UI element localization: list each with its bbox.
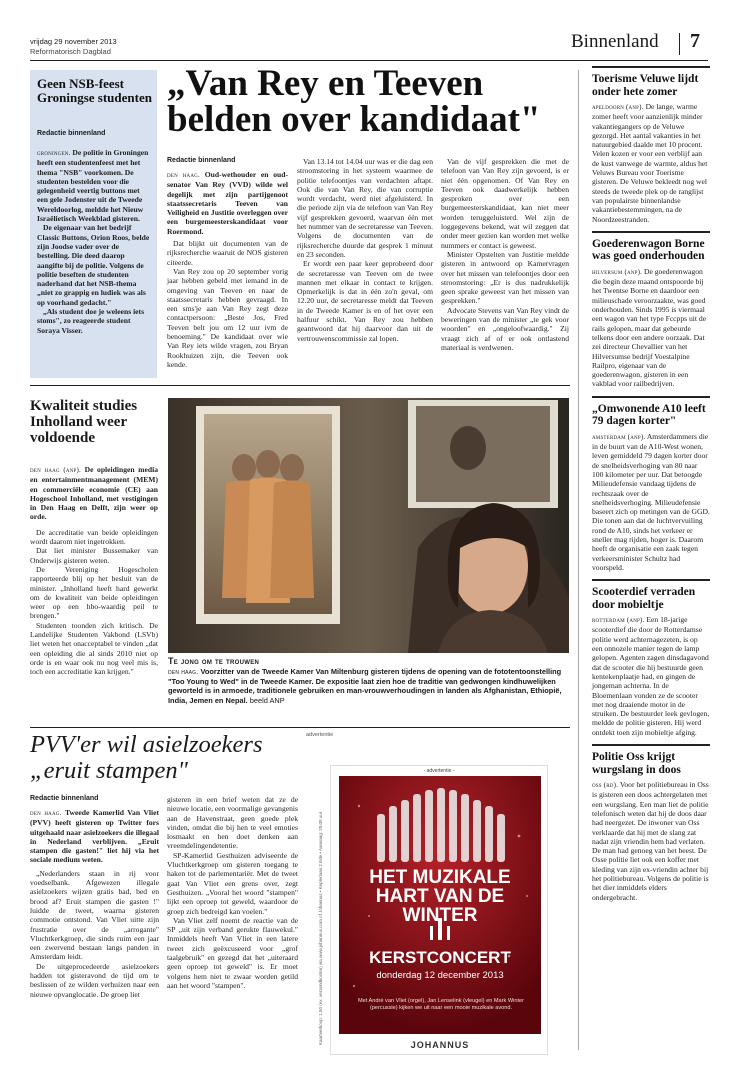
sidebar-rule <box>592 396 710 398</box>
sidebar-headline: Scooterdief verraden door mobieltje <box>592 586 696 611</box>
photo-credit: beeld ANP <box>249 695 285 705</box>
photo-caption-text: Voorzitter van de Tweede Kamer Van Miltenburg gisteren tijdens de opening van de fototentoonstelling "Too Young to Wed" in de Tweede Kamer. De expositie laat zien hoe de traditie van gedwongen kindhuwelijken geworteld is in armoede, traditionele gebruiken en man-vrouwverhoudingen in landen als Afghanistan, Ethiopië, India, Jemen en Nepal. <box>168 667 562 705</box>
ad-label: advertentie <box>306 732 334 738</box>
main-byline: Redactie binnenland <box>167 157 236 164</box>
main-headline: „Van Rey en Teeven belden over kandidaat" <box>167 63 541 140</box>
pvv-paragraph: Van Vliet zelf noemt de reactie van de SP „uit zijn verband gerukte flauwekul." Inmiddels heeft Van Vliet in een latere tweet zich geëxcuseerd voor „grof taalgebruik" en gezegd dat het „uiteraard geen oproep tot geweld" is. Er moet volgens hem niet te zwaar worden getild aan het woord "stampen". <box>167 915 298 990</box>
nsb-headline: Geen NSB-feest Groningse studenten <box>37 76 152 105</box>
pvv-intro: Tweede Kamerlid Van Vliet (PVV) heeft gisteren op Twitter fors uitgehaald naar asielzoekers die illegaal in Nederland verblijven. „Eruit stampen die gasten!" liet hij via het sociale medium weten. <box>30 808 159 865</box>
pvv-headline-line: „eruit stampen" <box>30 757 188 784</box>
ad-title-line: WINTER <box>402 905 478 926</box>
sidebar-article <box>592 780 710 902</box>
pvv-paragraph: gisteren in een brief weten dat ze de nieuwe locatie, een voormalige gevangenis aan de Havenstraat, geen goede plek vinden, omdat die bij hen te veel emoties losmaakt en hen doet denken aan vreemdelingendetentie. <box>167 795 298 851</box>
main-column-1 <box>167 170 288 369</box>
pvv-paragraph: SP-Kamerlid Gesthuizen adviseerde de Vluchtkerkgroep om gisteren toegang te haken tot de parlementariër. Met de tweet gaat Van Vliet een grens over, zegt Gesthuizen. „Vooral het woord "stampen" lijkt een oproep tot geweld, waardoor de groep zich bedreigd kan voelen." <box>167 850 298 916</box>
sidebar-text: De lange, warme zomer heeft voor aanzienlijk minder vakantiegangers op de Veluwe gezorgd. Het aantal vakanties in het natuurgebied daalde met 10 procent. Velen kozen er voor een verblijf aan de kust vanwege de warmte, aldus het Veluws Bureau voor Toerisme gisteren. De Veluwe bekleedt nog wel steeds de tweede plek op de ranglijst van populairste binnenlandse vakantiebestemmingen, na de Noordzeestranden. <box>592 102 708 224</box>
sidebar-rule <box>592 231 710 233</box>
main-paragraph: Van Rey zou op 20 september vorig jaar hebben gebeld met iemand in de omgeving van Teeven en naar de staatssecretaris hebben gevraagd. In een sms'je aan Van Rey zegt deze contactpersoon: „Beste Jos, Fred Teeven belt jou om 12 uur ivm de benoeming." De kandidaat over wie Van Rey iets wilde vragen, zou Bryan Rookhuizen zijn, die Teeven ook kende. <box>167 266 288 369</box>
inholland-headline: Kwaliteit studies Inholland weer voldoende <box>30 398 138 446</box>
ad-performers: Met André van Vliet (orgel), Jan Lenselink (vleugel) en Mark Winter (percussie) kijken we uit naar een mooie muzikale avond. <box>357 998 525 1011</box>
main-column-2 <box>297 157 433 343</box>
photo-exhibition-image <box>168 398 569 653</box>
nsb-article <box>30 70 157 378</box>
issue-date: vrijdag 29 november 2013 <box>30 37 117 46</box>
pvv-dateline: den haag. <box>30 809 62 817</box>
main-paragraph: Advocate Stevens van Van Rey vindt de beweringen van de minister „te gek voor woorden" en „ongeloofwaardig." Zij vraagt zich af of er ook ontlastend materiaal is verdwenen. <box>441 305 569 352</box>
main-paragraph: Dat blijkt uit documenten van de rijksrecherche waaruit de NOS gisteren citeerde. <box>167 239 288 267</box>
section-rule <box>30 385 570 386</box>
main-paragraph: Er wordt een paar keer geprobeerd door de secretaresse van Teeven om de twee mannen met elkaar in contact te krijgen. Opmerkelijk is dat in één zo'n geval, om 12.20 uur, de secretaresse meldt dat Teeven in de Tweede Kamer is en of het over een halfuur schikt. Van Rey zou hebben geantwoord dat hij daarvoor dan uit de vertrouwenscommissie zal lopen. <box>297 259 433 343</box>
inholland-paragraph: Studenten toonden zich kritisch. De Landelijke Studenten Vakbond (LSVb) liet weten het onacceptabel te vinden „dat een opleiding die al sinds 2010 niet op orde is en waar ook nu nog veel mis is, toch een accreditatie kan krijgen." <box>30 620 158 677</box>
inholland-article <box>30 465 158 677</box>
advertisement[interactable] <box>330 765 548 1055</box>
ad-title-line: HET MUZIKALE <box>369 867 511 888</box>
main-paragraph: Minister Opstelten van Justitie meldde gisteren in antwoord op Kamervragen over het missen van telefoontjes door een stroomstoring: „Er is dus nadrukkelijk geen sprake geweest van het missen van gesprekken." <box>441 249 569 306</box>
sidebar-dateline: apeldoorn (anp). <box>592 103 644 111</box>
sidebar <box>592 66 710 902</box>
sidebar-dateline: rotterdam (anp). <box>592 616 645 625</box>
ad-date: donderdag 12 december 2013 <box>376 970 504 981</box>
ad-side-text: Kaartverkoop: 1,50 (ex. verzendkosten) via www.johannus.com of Johannus • Keplerlaan 2 Ede • Aanvang: 20.00 uur <box>318 811 323 1045</box>
inholland-paragraph: De Vereniging Hogescholen rapporteerde blij op het besluit van de minister. „Inholland heeft hard gewerkt om de kwaliteit van beide opleidingen weer op een hbo-waardig peil te brengen." <box>30 564 158 621</box>
sidebar-headline: Politie Oss krijgt wurgslang in doos <box>592 751 681 776</box>
sidebar-article <box>592 267 710 389</box>
pvv-column-1 <box>30 808 159 999</box>
main-paragraph: Van 13.14 tot 14.04 uur was er die dag een stroomstoring in het systeem waarmee de politie telefoontjes van verdachten aftapt. Ook die van Van Rey, die van corruptie wordt verdacht, werd niet afgeluisterd. In die periode zijn via de telefoon van Van Rey vijf gesprekken gevoerd, waarvan één met het nummer van de secretaresse van Teeven. Volgens de documenten van de rijksrecherche duurde dat gesprek 1 minuut en 23 seconden. <box>297 157 433 259</box>
main-paragraph: Van de vijf gesprekken die met de telefoon van Van Rey zijn gevoerd, is er niet één opgenomen. Of Van Rey en Teeven ook daadwerkelijk hebben gesproken over een burgemeesterskandidaat, kan niet meer worden teruggeluisterd. Wel zijn de loggegevens bekend, wat wil zeggen dat onder meer gezien kan worden met welke nummers er contact is geweest. <box>441 157 569 250</box>
main-intro: Oud-wethouder en oud-senator Van Rey (VVD) wilde wel degelijk met zijn partijgenoot staatssecretaris Teeven van Veiligheid en Justitie overleggen over een burgemeesterskandidaat voor Roermond. <box>167 170 288 236</box>
photo-caption <box>168 667 568 705</box>
inholland-intro: De opleidingen media en entertainmentmanagement (MEM) en commerciële economie (CE) aan Hogeschool Inholland, met vestigingen in Den Haag en Delft, zijn weer op orde. <box>30 465 158 522</box>
sidebar-dateline: oss (rd). <box>592 781 619 790</box>
newspaper-name: Reformatorisch Dagblad <box>30 47 111 56</box>
sidebar-article <box>592 102 710 224</box>
sidebar-headline: Toerisme Veluwe lijdt onder hete zomer <box>592 73 699 98</box>
inholland-paragraph: De accreditatie van beide opleidingen wordt daarom niet ingetrokken. <box>30 527 158 547</box>
main-dateline: den haag. <box>167 171 200 179</box>
ad-brand: JOHANNUS <box>410 1040 470 1050</box>
nsb-paragraph: „Als student doe je weleens iets stoms", zo reageerde student Soraya Visser. <box>37 307 145 335</box>
section-rule <box>30 727 570 728</box>
pvv-column-2 <box>167 795 298 990</box>
nsb-intro: De politie in Groningen heeft een studentenfeest met het thema "NSB" voorkomen. De studenten bestelden voor die gelegenheid veertig buttons met een gele Jodenster uit de Tweede Wereldoorlog, meldde het Nieuw Israëlietisch Weekblad gisteren. <box>37 148 149 224</box>
pvv-paragraph: „Nederlanders staan in rij voor voedselbank. Afgewezen illegale asielzoekers wijzen gratis bad, bed en brood af? Eruit stampen die gasten !" luidde de tweet, waarna gisteren commotie ontstond. Van Vliet uitte zijn frustratie over de „arrogante" Vluchtkerkgroep, die sinds ruim een jaar een zwervend bestaan langs panden in Amsterdam leidt. <box>30 868 159 962</box>
column-divider <box>578 70 579 1050</box>
sidebar-rule <box>592 66 710 68</box>
ad-top-label: - advertentie - <box>423 768 455 774</box>
sidebar-text: Amsterdammers die in de buurt van de A10-West wonen, leven gemiddeld 79 dagen korter door de snelheidsverhoging van 80 naar 100 kilometer per uur. Dat betoogde Milieudefensie vandaag tijdens de rechtszaak over de snelheidsverhoging. Milieudefensie baseert zich op metingen van de GGD. Die tonen aan dat de luchtvervuiling rond de A10, sinds het verkeer er sneller mag rijden, hoger is. Daarom heeft de organisatie een zaak tegen verkeersminister Schultz had voorspeld. <box>592 431 710 572</box>
sidebar-text: Voor het politiebureau in Oss is gisteren een doos achtergelaten met een wurgslang. Een man liet de politie telefonisch weten dat hij de doos daar had neergezet. De inwoner van Oss verklaarde dat hij met de slang zat nadat zijn vriendin hem had verlaten. De man had genoeg van het beest. De Osse politie liet ook een koffer met kleding van zijn ex-vriendin achter bij het politiebureau. Volgens de politie is het dier inmiddels elders ondergebracht. <box>592 780 709 902</box>
pvv-headline <box>30 732 305 784</box>
page-number: 7 <box>690 30 700 52</box>
sidebar-headline: „Omwonende A10 leeft 79 dagen korter" <box>592 402 706 428</box>
inholland-paragraph: Dat liet minister Bussemaker van Onderwijs gisteren weten. <box>30 546 158 565</box>
photo-caption-dateline: den haag. <box>168 669 199 676</box>
ad-title-line: HART VAN DE <box>375 886 505 907</box>
sidebar-rule <box>592 744 710 746</box>
news-photo <box>168 398 569 653</box>
sidebar-headline: Goederenwagon Borne was goed onderhouden <box>592 237 705 263</box>
sidebar-text: Een 18-jarige scooterdief die door de Rotterdamse politie werd achternagezeten, is op een onnozele manier tegen de lamp gelopen. Agenten zagen dinsdagavond dat de scooter die hij bestuurde geen kentekenplaatje had, en gingen de jongeman achterna. In de Bloemenlaan vonden ze de scooter met nog draaiende motor in de struiken. De bestuurder leek gevlogen, meldde de politie gisteren. Hij werd ontdekt toen zijn mobieltje afging. <box>592 615 710 737</box>
pvv-byline: Redactie binnenland <box>30 795 99 802</box>
sidebar-dateline: amsterdam (anp). <box>592 432 646 441</box>
nsb-byline: Redactie binnenland <box>37 130 106 137</box>
section-title: Binnenland <box>571 31 659 52</box>
header-rule <box>30 60 708 61</box>
photo-caption-title: Te jong om te trouwen <box>168 656 260 666</box>
sidebar-article <box>592 432 710 572</box>
ad-panel <box>339 776 541 1034</box>
nsb-paragraph: De eigenaar van het bedrijf Classic Buttons, Orion Roos, belde zijn Joodse vader over de bestelling. Die deed daarop aangifte bij de politie. Volgens de politie beseften de studenten naderhand dat het NSB-thema „niet zo grappig en ludiek was als op voorhand gedacht." <box>37 223 150 307</box>
ad-event: KERSTCONCERT <box>369 948 511 967</box>
sidebar-rule <box>592 579 710 581</box>
sidebar-text: De goederenwagon die begin deze maand ontspoorde bij het Twentse Borne en daardoor een milieuschade veroorzaakte, was goed onderhouden. Sinds 1995 is viermaal een wagon van het type Fccpps uit de rails gelopen, maar dat gebeurde telkens door een andere oorzaak. Dat zei directeur Chevallier van het Hilversumse bedrijf Voestalpine Railpro, eigenaar van de goederenwagon, gisteren in een vakblad voor railbedrijven. <box>592 266 707 389</box>
pvv-paragraph: De uitgeprocedeerde asielzoekers hadden tot gisteravond de tijd om te beslissen of ze wilden verhuizen naar een nieuwe opvanglocatie. De groep liet <box>30 961 159 999</box>
sidebar-article <box>592 615 710 737</box>
pvv-headline-line: PVV'er wil asielzoekers <box>30 731 263 758</box>
sidebar-dateline: hilversum (anp). <box>592 267 643 276</box>
nsb-dateline: groningen. <box>37 149 71 157</box>
main-column-3 <box>441 157 569 352</box>
header-divider <box>679 33 680 55</box>
inholland-dateline: den haag (anp). <box>30 466 81 474</box>
